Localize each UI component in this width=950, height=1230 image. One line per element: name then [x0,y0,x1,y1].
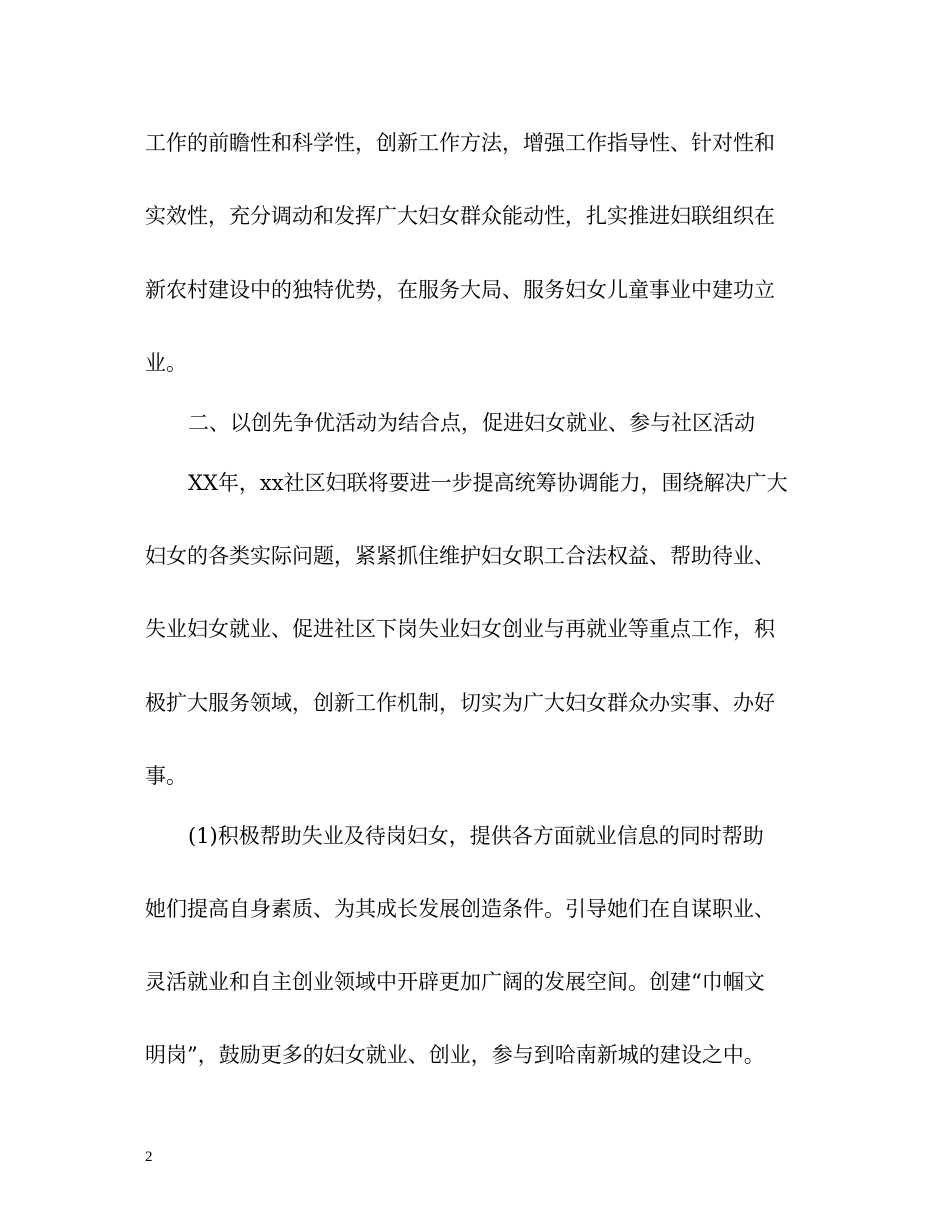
body-text-line-12: 灵活就业和自主创业领域中开辟更加广阔的发展空间。创建“巾帼文 [145,970,765,994]
body-text-line-10: (1)积极帮助失业及待岗妇女，提供各方面就业信息的同时帮助 [188,824,764,848]
body-text-line-6: 妇女的各类实际问题，紧紧抓住维护妇女职工合法权益、帮助待业、 [145,544,775,568]
body-text-line-1: 工作的前瞻性和科学性，创新工作方法，增强工作指导性、针对性和 [145,131,775,155]
body-text-line-7: 失业妇女就业、促进社区下岗失业妇女创业与再就业等重点工作，积 [145,617,775,641]
body-text-line-4: 业。 [145,351,187,375]
body-text-line-2: 实效性，充分调动和发挥广大妇女群众能动性，扎实推进妇联组织在 [145,204,775,228]
body-text-line-11: 她们提高自身素质、为其成长发展创造条件。引导她们在自谋职业、 [145,897,775,921]
body-text-line-3: 新农村建设中的独特优势，在服务大局、服务妇女儿童事业中建功立 [145,278,775,302]
body-text-line-13: 明岗”，鼓励更多的妇女就业、创业，参与到哈南新城的建设之中。 [145,1043,765,1067]
body-text-line-9: 事。 [145,764,187,788]
section-heading: 二、以创先争优活动为结合点，促进妇女就业、参与社区活动 [188,411,755,435]
body-text-line-5: XX年，xx社区妇联将要进一步提高统筹协调能力，围绕解决广大 [188,471,788,495]
body-text-line-8: 极扩大服务领域，创新工作机制，切实为广大妇女群众办实事、办好 [145,691,775,715]
page-number: 2 [145,1149,153,1165]
